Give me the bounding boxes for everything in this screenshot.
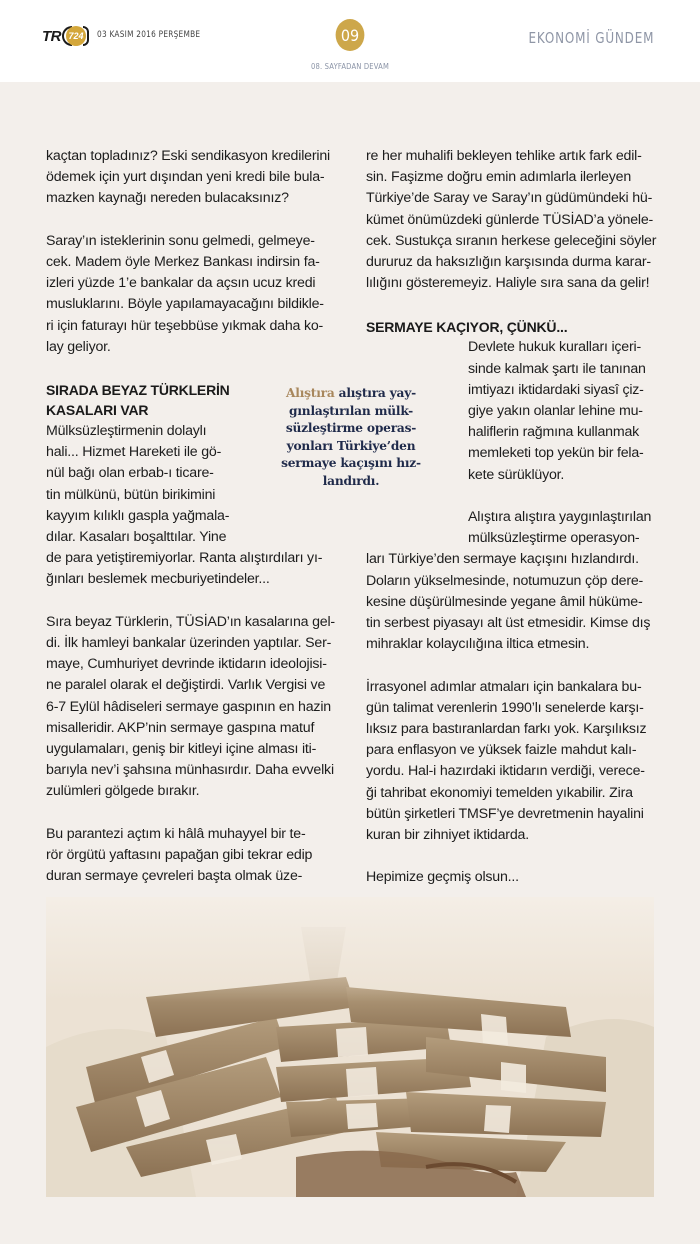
section-title: EKONOMİ GÜNDEM: [528, 29, 654, 47]
subheading-line: SIRADA BEYAZ TÜRKLERİN: [46, 382, 230, 399]
text-line: musluklarını. Böyle yapılamayacağını bildikle-: [46, 296, 324, 313]
text-line: Doların yükselmesinde, notumuzun çöp dere-: [366, 572, 644, 589]
text-line: cek. Madem öyle Merkez Bankası indirsin fa-: [46, 254, 320, 270]
paragraph: [366, 337, 666, 485]
paragraph: [366, 146, 666, 294]
pull-quote-accent: Alıştıra: [286, 386, 335, 400]
text-line: Devlete hukuk kuralları içeri-: [468, 339, 641, 356]
text-line: dururuz da haksızlığın karşısında durma karar-: [366, 254, 651, 271]
text-line: para enflasyon ve yüksek faizle mahdut kalı-: [366, 742, 637, 759]
text-line: mülksüzleştirme operasyon-: [468, 530, 640, 547]
text-line: misalleridir. AKP’nin sermaye gaspına matuf: [46, 719, 315, 736]
paragraph: [46, 146, 346, 210]
tr724-logo[interactable]: [42, 26, 89, 46]
text-line: ödemek için yurt dışından yeni kredi bile bula-: [46, 169, 325, 186]
text-line: lay geliyor.: [46, 338, 111, 355]
text-line: di. İlk hamleyi bankalar üzerinden yaptılar. Ser-: [46, 635, 332, 652]
text-line: sin. Faşizme doğru emin adımlarla ilerleyen: [366, 169, 632, 186]
text-line: ği tahribat ekonomiyi temelden yıkabilir. Zira: [366, 784, 633, 801]
pull-quote-line: sermaye kaçışını hız-: [281, 456, 421, 471]
money-stacks-illustration: [46, 897, 654, 1197]
article-left-column: [46, 146, 346, 887]
subheading-line: KASALARI VAR: [46, 402, 149, 419]
text-line: ğınları beslemek mecburiyetindeler...: [46, 571, 270, 588]
text-line: imtiyazı iktidardaki siyasî çiz-: [468, 381, 644, 398]
text-line: mihraklar kolaycılığına iltica etmesin.: [366, 636, 590, 653]
pull-quote-line: süzleştirme operas-: [285, 421, 417, 436]
text-line: Sıra beyaz Türklerin, TÜSİAD’ın kasalarına gel-: [46, 613, 335, 630]
text-line: mazken kaynağı nereden bulacaksınız?: [46, 190, 289, 207]
text-line: bütün şirketleri TMSF’ye devretmenin hayalini: [366, 805, 644, 822]
text-line: tin serbest piyasayı alt üst etmesidir. Kimse dış: [366, 615, 651, 632]
money-stacks-photo: [46, 897, 654, 1197]
text-line: hali... Hizmet Hareketi ile gö-: [46, 444, 222, 461]
text-line: Türkiye’de Saray ve Saray’ın güdümündeki hü-: [366, 190, 653, 207]
logo-badge: 724: [66, 26, 86, 46]
text-line: giye yakın olanlar lehine mu-: [468, 403, 643, 420]
issue-date: 03 KASIM 2016 PERŞEMBE: [97, 30, 201, 40]
text-line: kaçtan topladınız? Eski sendikasyon kredilerini: [46, 148, 330, 164]
text-line: ri için faturayı hür teşebbüse yıkmak daha ko-: [46, 317, 324, 334]
text-line: kümet önümüzdeki günlerde TÜSİAD’a yönele-: [366, 211, 654, 228]
text-line: rör örgütü yaftasını papağan gibi tekrar edip: [46, 847, 313, 864]
text-line: uygulamaları, geniş bir kitleyi içine alması iti-: [46, 741, 317, 758]
text-line: Mülksüzleştirmenin dolaylı: [46, 423, 207, 440]
paragraph: [366, 677, 666, 847]
pull-quote-line: yonları Türkiye’den: [286, 438, 416, 453]
text-line: ları Türkiye’den sermaye kaçışını hızlandırdı.: [366, 551, 639, 568]
logo-text: TR: [42, 27, 61, 45]
text-line: cek. Sustukça sıranın herkese geleceğini söyler: [366, 232, 657, 249]
page-number-badge: 09: [336, 19, 365, 51]
text-line: Alıştıra alıştıra yaygınlaştırılan: [468, 509, 652, 526]
subheading: SERMAYE KAÇIYOR, ÇÜNKÜ...: [366, 319, 568, 336]
closing-line: Hepimize geçmiş olsun...: [366, 869, 519, 886]
continued-from-label: 08. SAYFADAN DEVAM: [311, 62, 389, 71]
logo-arc-right-icon: [83, 26, 89, 46]
article-right-column: [366, 146, 666, 889]
page-header: [0, 0, 700, 82]
pull-quote-line: alıştıra yay-: [334, 386, 416, 400]
text-line: re her muhalifi bekleyen tehlike artık fark edil-: [366, 148, 642, 164]
paragraph: [366, 507, 666, 655]
paragraph: [46, 231, 346, 358]
pull-quote-line: landırdı.: [322, 473, 380, 488]
text-line: lılığını gösteremeyiz. Haliyle sıra sana da gelir!: [366, 275, 650, 292]
text-line: barıyla nev’i şahsına münhasırdır. Daha evvelki: [46, 762, 334, 779]
text-line: maye, Cumhuriyet devrinde iktidarın ideolojisi-: [46, 656, 327, 673]
text-line: sinde kalmak şartı ile tanınan: [468, 360, 646, 377]
text-line: zulümleri gölgede bırakır.: [46, 783, 200, 800]
text-line: duran sermaye çevreleri başta olmak üze-: [46, 868, 303, 885]
text-line: kesine düşürülmesinde yegane âmil hüküme-: [366, 593, 643, 610]
text-line: ne paralel olarak el değiştirdi. Varlık Vergisi ve: [46, 677, 326, 694]
text-line: kayyım kılıklı gaspla yağmala-: [46, 507, 230, 524]
text-line: de para yetiştiremiyorlar. Ranta alıştırdıları yı-: [46, 550, 323, 567]
text-line: Bu parantezi açtım ki hâlâ muhayyel bir te-: [46, 825, 306, 842]
paragraph: [46, 612, 346, 803]
text-line: 6-7 Eylül hâdiseleri sermaye gaspının en hazin: [46, 698, 331, 715]
pull-quote-line: gınlaştırılan mülk-: [289, 403, 413, 418]
text-line: Saray’ın isteklerinin sonu gelmedi, gelmeye-: [46, 232, 315, 249]
text-line: kuran bir zihniyet iktidarda.: [366, 827, 529, 844]
text-line: yordu. Hal-i hazırdaki iktidarın verdiği, verece-: [366, 763, 645, 780]
text-line: tin mülkünü, bütün birikimini: [46, 486, 216, 503]
text-line: kete sürüklüyor.: [468, 466, 565, 483]
text-line: gün talimat verenlerin 1990’lı senelerde karşı-: [366, 699, 644, 716]
text-line: dılar. Kasaları boşalttılar. Yine: [46, 529, 227, 546]
text-line: haliflerin rağmına kullanmak: [468, 424, 640, 441]
text-line: nül bağı olan erbab-ı ticare-: [46, 465, 214, 482]
text-line: İrrasyonel adımlar atmaları için bankalara bu-: [366, 678, 642, 695]
text-line: izleri yüzde 1’e bankalar da açsın ucuz kredi: [46, 275, 316, 292]
text-line: lıksız para bastıranlardan farkı yok. Karşılıksız: [366, 721, 647, 738]
text-line: memleketi top yekün bir fela-: [468, 445, 644, 462]
paragraph: [46, 824, 346, 888]
